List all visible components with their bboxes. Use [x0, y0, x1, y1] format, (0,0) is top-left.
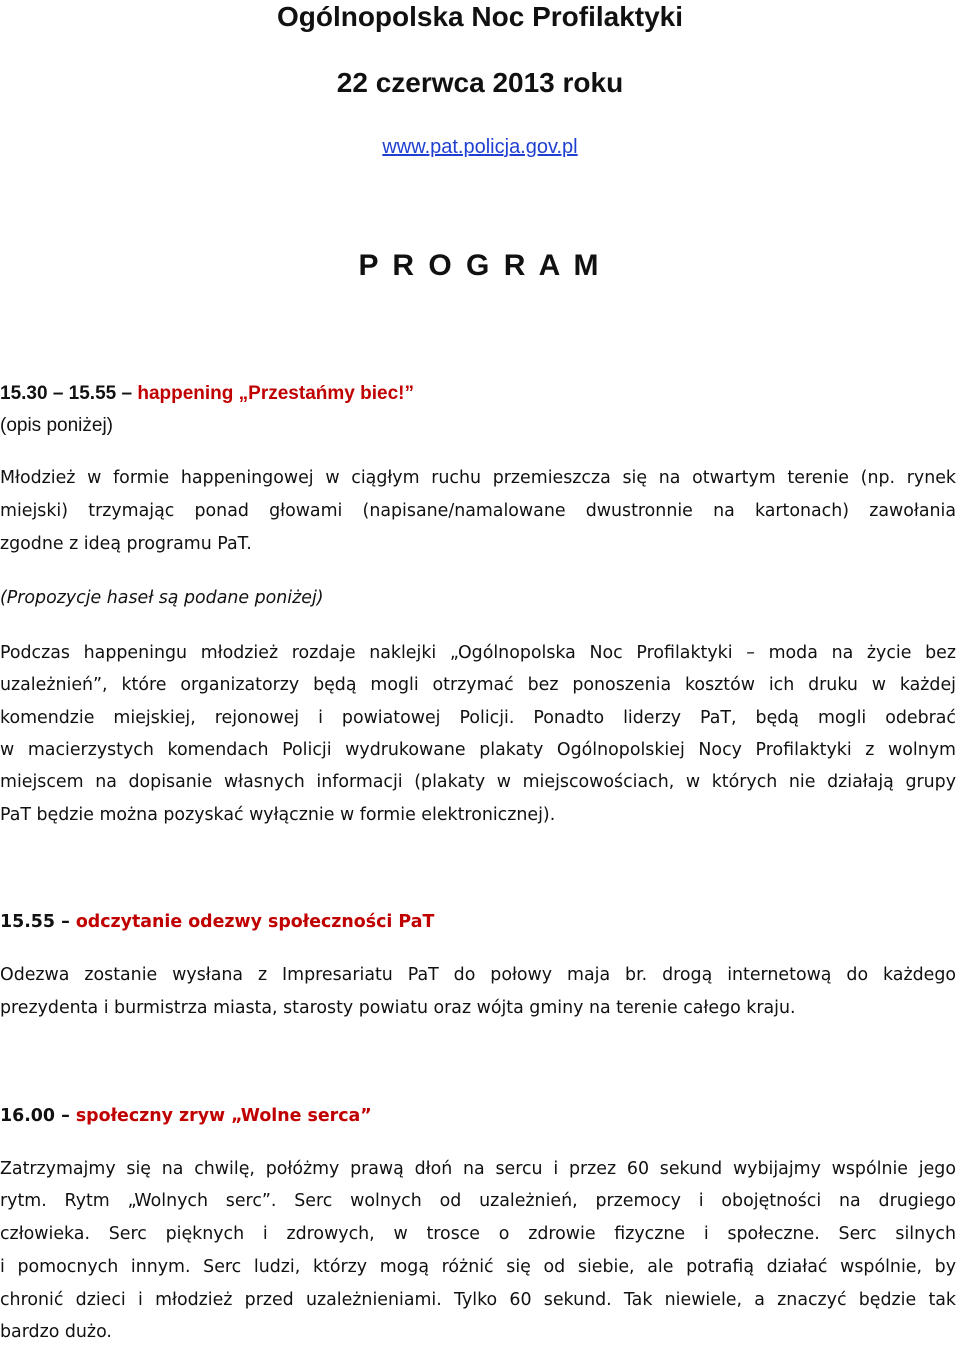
text-line: Młodzież w formie happeningowej w ciągłym ruchu przemieszcza się na otwartym terenie (np. rynek	[0, 468, 956, 488]
section-2-time: 15.55	[0, 912, 56, 932]
text-line: Zatrzymajmy się na chwilę, połóżmy prawą dłoń na sercu i przez 60 sekund wybijajmy wspólnie jego	[0, 1159, 956, 1179]
section-2-title: odczytanie odezwy społeczności PaT	[75, 912, 435, 932]
text-line: miejscem na dopisanie własnych informacji (plakaty w miejscowościach, w których nie działają grupy	[0, 772, 956, 792]
text-line: zgodne z ideą programu PaT.	[0, 534, 252, 554]
section-2-dash: –	[55, 912, 76, 932]
text-line: Odezwa zostanie wysłana z Impresariatu PaT do połowy maja br. drogą internetową do każdego	[0, 965, 956, 985]
section-3-dash: –	[55, 1106, 76, 1126]
document-title: Ogólnopolska Noc Profilaktyki	[276, 1, 684, 32]
text-line: człowieka. Serc pięknych i zdrowych, w trosce o zdrowie fizyczne i społeczne. Serc silnych	[0, 1224, 956, 1244]
section-1-note: (opis poniżej)	[0, 415, 113, 436]
section-1-heading	[0, 381, 956, 407]
text-line: rytm. Rytm „Wolnych serc”. Serc wolnych od uzależnień, przemocy i obojętności na drugiego	[0, 1191, 956, 1211]
text-line: Podczas happeningu młodzież rozdaje naklejki „Ogólnopolska Noc Profilaktyki – moda na życie bez	[0, 643, 956, 663]
text-line: uzależnień”, które organizatorzy będą mogli otrzymać bez ponoszenia kosztów ich druku w każdej	[0, 675, 956, 695]
website-link[interactable]: www.pat.policja.gov.pl	[382, 136, 578, 158]
text-line: miejski) trzymając ponad głowami (napisane/namalowane dwustronnie na kartonach) zawołania	[0, 501, 956, 521]
text-line: bardzo dużo.	[0, 1322, 112, 1342]
event-date: 22 czerwca 2013 roku	[336, 67, 624, 98]
text-line: komendzie miejskiej, rejonowej i powiatowej Policji. Ponadto liderzy PaT, będą mogli odebrać	[0, 708, 956, 728]
text-line: prezydenta i burmistrza miasta, starosty powiatu oraz wójta gminy na terenie całego kraju.	[0, 998, 796, 1018]
program-heading: P R O G R A M	[358, 249, 602, 282]
slogans-hint: (Propozycje haseł są podane poniżej)	[0, 588, 324, 608]
section-3-heading	[0, 1106, 956, 1126]
section-3-title: społeczny zryw „Wolne serca”	[75, 1106, 372, 1126]
section-1-dash: –	[116, 383, 138, 404]
text-line: chronić dzieci i młodzież przed uzależnieniami. Tylko 60 sekund. Tak niewiele, a znaczyć będzie tak	[0, 1290, 956, 1310]
text-line: i pomocnych innym. Serc ludzi, którzy mogą różnić się od siebie, ale potrafią działać wspólnie, by	[0, 1257, 956, 1277]
section-3-time: 16.00	[0, 1106, 56, 1126]
text-line: PaT będzie można pozyskać wyłącznie w formie elektronicznej).	[0, 805, 556, 825]
section-2-heading	[0, 912, 956, 932]
text-line: w macierzystych komendach Policji wydrukowane plakaty Ogólnopolskiej Nocy Profilaktyki z wolnym	[0, 740, 956, 760]
section-1-title: happening „Przestańmy biec!”	[137, 383, 414, 404]
section-1-time: 15.30 – 15.55	[0, 383, 117, 404]
